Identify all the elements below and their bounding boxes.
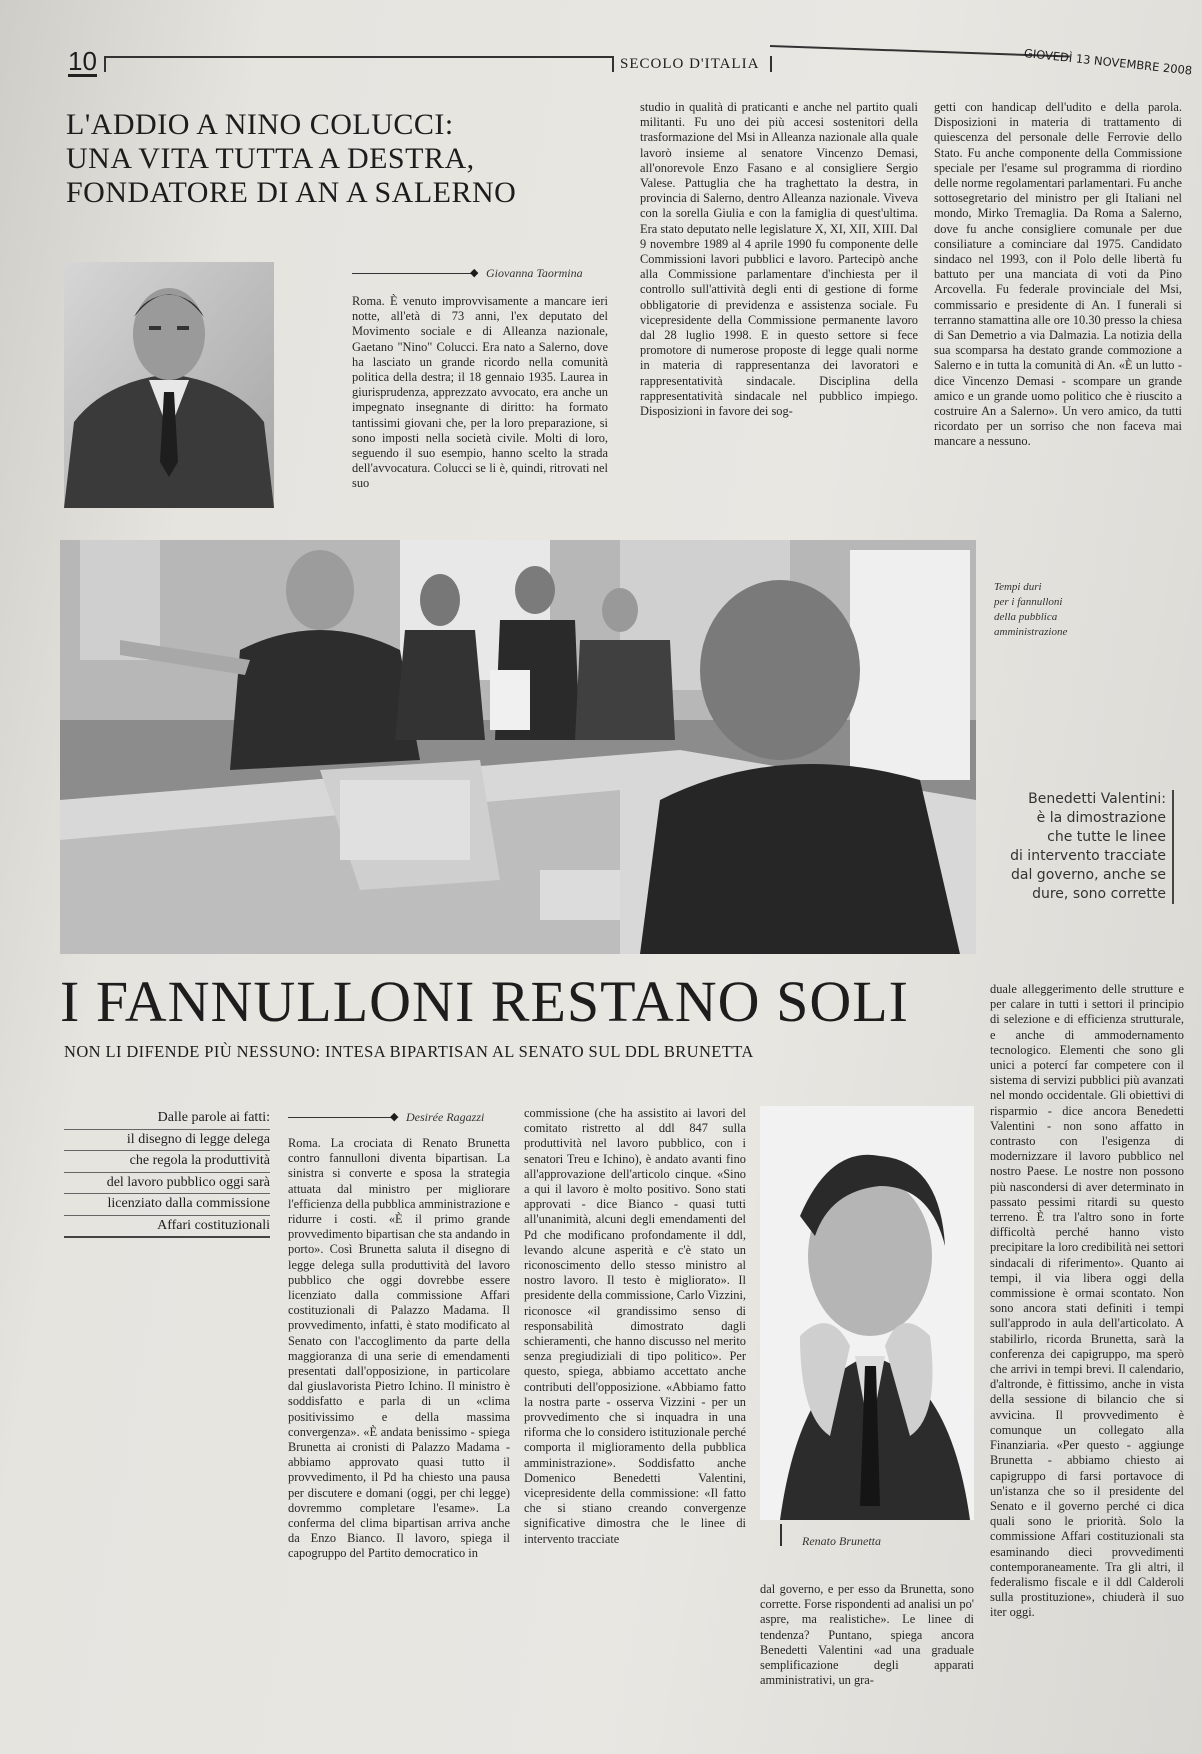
- article2-text-1: Roma. La crociata di Renato Brunetta contro fannulloni diventa bipartisan. La sinistra si converte e sposa la strategia attuata dal ministro per migliorare l'efficienza della pubblica amministrazione e ridurre i costi. «È il primo grande provvedimento bipartisan che sta andando in porto». Così Brunetta saluta il disegno di legge delega sulla produttività del lavoro pubblico che oggi dovrebbe essere licenziato dalla commissione Affari costituzionali di Palazzo Madama. Il provvedimento, infatti, è stato modificato al Senato con l'accoglimento da parte della maggioranza di una serie di emendamenti presentati dall'opposizione, in particolare dal giuslavorista Pietro Ichino. Il ministro è soddisfatto e parla di un «clima positivissimo e della massima convergenza». «È andata benissimo - spiega Brunetta ai cronisti di Palazzo Madama - abbiamo approvato quasi tutto il provvedimento, il Pd ha chiesto una pausa per discutere e domani (oggi, per chi legge) dovremmo completare l'esame». La conferma del clima bipartisan arriva anche da Enzo Bianco. Il lavoro, spiega il capogruppo del Partito democratico in: [288, 1136, 510, 1561]
- pull-quote: [990, 790, 1174, 904]
- photo-caption-line-3: della pubblica: [994, 611, 1058, 623]
- brunetta-caption: Renato Brunetta: [802, 1534, 881, 1548]
- brunetta-caption-rule: [780, 1524, 782, 1546]
- article1-text-1: Roma. È venuto improvvisamente a mancare ieri notte, all'età di 73 anni, l'ex deputato del Movimento sociale e di Alleanza nazionale, Gaetano "Nino" Colucci. Era nato a Salerno, dove ha lasciato un grande ricordo nella comunità politica della destra; il 18 gennaio 1935. Laurea in giurisprudenza, apprezzato avvocato, era anche un impegnato insegnante di diritto: ha formato tantissimi giovani che, per la loro preparazione, si sono imposti nella società civile. Molti di loro, seguendo il suo esempio, hanno scelto la strada dell'avvocatura. Colucci se li è, quindi, ritrovati nel suo: [352, 294, 608, 491]
- summary-line-2: il disegno di legge delega: [64, 1130, 270, 1152]
- byline-rule: [352, 273, 472, 274]
- author2-name: Desirée Ragazzi: [406, 1110, 485, 1124]
- article2-summary-box: [64, 1108, 270, 1238]
- article2-text-3: dal governo, e per esso da Brunetta, sono corrette. Forse rispondenti ad analisi un po' aspre, ma realistiche». Le linee di tendenza? Puntano, spiega ancora Benedetti Valentini «ad una graduale semplificazione degli apparati amministrativi, un gra-: [760, 1582, 974, 1688]
- header-tick-right: [770, 56, 772, 72]
- byline2-rule: [288, 1117, 392, 1118]
- pull-quote-line-2: è la dimostrazione: [1036, 810, 1166, 826]
- photo-caption-line-4: amministrazione: [994, 626, 1068, 638]
- article1-headline: [66, 108, 626, 210]
- pull-quote-line-4: di intervento tracciate: [1010, 848, 1166, 864]
- pull-quote-line-1: Benedetti Valentini:: [1028, 791, 1166, 807]
- article1-column-1: [352, 294, 608, 508]
- office-counter-photo: [60, 540, 976, 954]
- headline-line-1: L'ADDIO A NINO COLUCCI:: [66, 108, 454, 141]
- headline-line-2: UNA VITA TUTTA A DESTRA,: [66, 142, 475, 175]
- pull-quote-line-6: dure, sono corrette: [1032, 886, 1166, 902]
- brunetta-portrait-drawing: [760, 1106, 974, 1520]
- pull-quote-line-5: dal governo, anche se: [1011, 867, 1166, 883]
- byline2-diamond: ◆: [390, 1111, 399, 1123]
- article2-column-1: [288, 1136, 510, 1736]
- article1-byline: [352, 266, 610, 282]
- page-header: [64, 40, 1193, 80]
- brunetta-portrait: [760, 1106, 974, 1520]
- office-counter-drawing: [60, 540, 976, 954]
- article2-headline: I FANNULLONI RESTANO SOLI: [60, 969, 909, 1034]
- paper-name: SECOLO D'ITALIA: [620, 56, 760, 72]
- article1-column-2: [640, 100, 918, 508]
- article1-text-3: getti con handicap dell'udito e della parola. Disposizioni in materia di trattamento di quiescenza del personale delle Ferrovie dello Stato. Fu anche componente della Commissione speciale per l'esame sul programma di riordino delle norme regolamentari parlamentari. Fu anche sottosegretario del ministro per gli Italiani nel mondo, Mirko Tremaglia. Da Roma a Salerno, dove fu anche consigliere comunale per due consiliature a cominciare dal 1975. Candidato sindaco nel 1993, con il Polo delle libertà fu battuto per una manciata di voti da Pino Arcovella. Fu federale provinciale del Msi, commissario e presidente di An. I funerali si terranno stamattina alle ore 10.30 presso la chiesa di San Demetrio a via Dalmazia. La notizia della sua scomparsa ha destato grande commozione a Salerno e in tutta la comunità di An. «È un lutto - dice Vincenzo Demasi - scompare un grande amico e un grande uomo politico che è riuscito a costruire An a Salerno». Un vero amico, da tutti ricordato per un sorriso che non faceva mai mancare a nessuno.: [934, 100, 1182, 449]
- photo-caption-small: [994, 580, 1104, 640]
- article1-text-2: studio in qualità di praticanti e anche nel partito quali militanti. Fu uno dei più accesi sostenitori della trasformazione del Msi in Alleanza nazionale alla quale lavorò insieme al senatore Vincenzo Demasi, all'onorevole Enzo Fasano e al consigliere Sergio Valese. Pattuglia che ha traghettato la destra, in provincia di Salerno, dentro Alleanza nazionale. Viveva con la sorella Giulia e con la famiglia di quest'ultima. Era stato deputato nelle legislature X, XI, XII, XIII. Dal 9 novembre 1989 al 4 aprile 1990 fu componente delle Commissioni lavori pubblici e lavoro. Partecipò anche alla Commissione parlamentare d'inchiesta per il controllo sull'attività degli enti di gestione di forme obbligatorie di previdenza e assistenza sociale. Fu vicepresidente della Commissione permanente lavoro dal 28 luglio 1998. E in questo settore si fece promotore di numerose proposte di legge quali norme in materia di rappresentanza dei lavoratori e rappresentatività sindacale. Disciplina della rappresentatività sindacale nel pubblico impiego. Disposizioni in favore dei sog-: [640, 100, 918, 419]
- header-tick-left: [104, 56, 106, 72]
- summary-line-4: del lavoro pubblico oggi sarà: [64, 1173, 270, 1195]
- article2-column-3: [760, 1582, 974, 1736]
- article2-subheadline: NON LI DIFENDE PIÙ NESSUNO: INTESA BIPARTISAN AL SENATO SUL DDL BRUNETTA: [64, 1042, 754, 1061]
- article2-column-2: [524, 1106, 746, 1736]
- summary-line-3: che regola la produttività: [64, 1151, 270, 1173]
- colucci-portrait: [64, 262, 274, 508]
- article2-byline: [288, 1110, 516, 1126]
- colucci-portrait-drawing: [64, 262, 274, 508]
- summary-line-1: Dalle parole ai fatti:: [64, 1108, 270, 1130]
- byline-diamond: ◆: [470, 267, 479, 279]
- summary-line-5: licenziato dalla commissione: [64, 1194, 270, 1216]
- pull-quote-line-3: che tutte le linee: [1047, 829, 1166, 845]
- photo-caption-line-2: per i fannulloni: [994, 596, 1063, 608]
- issue-date: GIOVEDÌ 13 NOVEMBRE 2008: [1023, 46, 1193, 78]
- summary-line-6: Affari costituzionali: [64, 1216, 270, 1239]
- header-rule-left: [104, 56, 614, 58]
- photo-caption-line-1: Tempi duri: [994, 581, 1042, 593]
- article1-column-3: [934, 100, 1182, 508]
- author-name: Giovanna Taormina: [486, 266, 583, 280]
- headline-line-3: FONDATORE DI AN A SALERNO: [66, 176, 517, 209]
- page-number: 10: [68, 46, 97, 76]
- article2-text-4: duale alleggerimento delle strutture e per calare in tutti i settori il principio di selezione e di efficienza strutturale, e anche di ammodernamento tecnologico. Elementi che sono gli unici a potercí far competere con il sistema di servizi pubblici più avanzati nel mondo occidentale. Gli obiettivi di risparmio - dice ancora Benedetti Valentini - non sono affatto in contrasto con l'esigenza di modernizzare il lavoro pubblico nel nostro Paese. Le nostre non possono più nascondersi di aver determinato in passato pessimi ritardi su questo terreno. È tra l'altro sono in forte difficoltà perché hanno visto precipitare la loro credibilità nei settori sindacali di riferimento». Quanto ai tempi, il via libera oggi della commissione è ormai scontato. Non sono ancora stati definiti i tempi sull'approdo in aula dell'articolato. A stabilirlo, ricorda Brunetta, sarà la conferenza dei capigruppo, ma sperò che arrivi in tempi brevi. Il calendario, d'altronde, è fittissimo, anche in vista della sessione di bilancio che si avvicina. Il provvedimento è comunque un collegato alla Finanziaria. «Per questo - aggiunge Brunetta - abbiamo chiesto ai capigruppo di farsi portavoce di un'istanza che so il presidente del Senato e il governo perché ci dica quali sono le priorità. Solo la commissione Affari costituzionali sta esaminando dieci provvedimenti contemporaneamente. Tra gli altri, il federalismo fiscale e il ddl Calderoli sulla prostituzione», chiuderà il suo iter oggi.: [990, 982, 1184, 1620]
- article2-text-2: commissione (che ha assistito ai lavori del comitato ristretto al ddl 847 sulla produttività nel lavoro pubblico, con i senatori Treu e Ichino), è andato avanti fino all'approvazione dell'articolo cinque. «Sino a qui il lavoro è molto positivo. Sono stati approvati - dice Bianco - quasi tutti all'unanimità, alcuni degli emendamenti del Pd che modificano profondamente il ddl, levando alcune asperità e c'è stato un riconoscimento dello stesso ministro al nostro lavoro. Il testo è migliorato». Il presidente della commissione, Carlo Vizzini, riconosce «il grandissimo senso di responsabilità dimostrato dagli schieramenti, che hanno discusso nel merito senza pregiudiziali di tipo politico». Per questo, spiega, abbiamo accettato anche contributi dell'opposizione. «Abbiamo fatto la nostra parte - osserva Vizzini - per un provvedimento che si inquadra in una riforma che lo considero istituzionale perché comporta il miglioramento della pubblica amministrazione». Soddisfatto anche Domenico Benedetti Valentini, vicepresidente della commissione: «Il fatto che si stiano creando convergenze significative dimostra che le linee di intervento tracciate: [524, 1106, 746, 1546]
- header-tick-mid: [612, 56, 614, 72]
- article2-column-4: [990, 982, 1184, 1736]
